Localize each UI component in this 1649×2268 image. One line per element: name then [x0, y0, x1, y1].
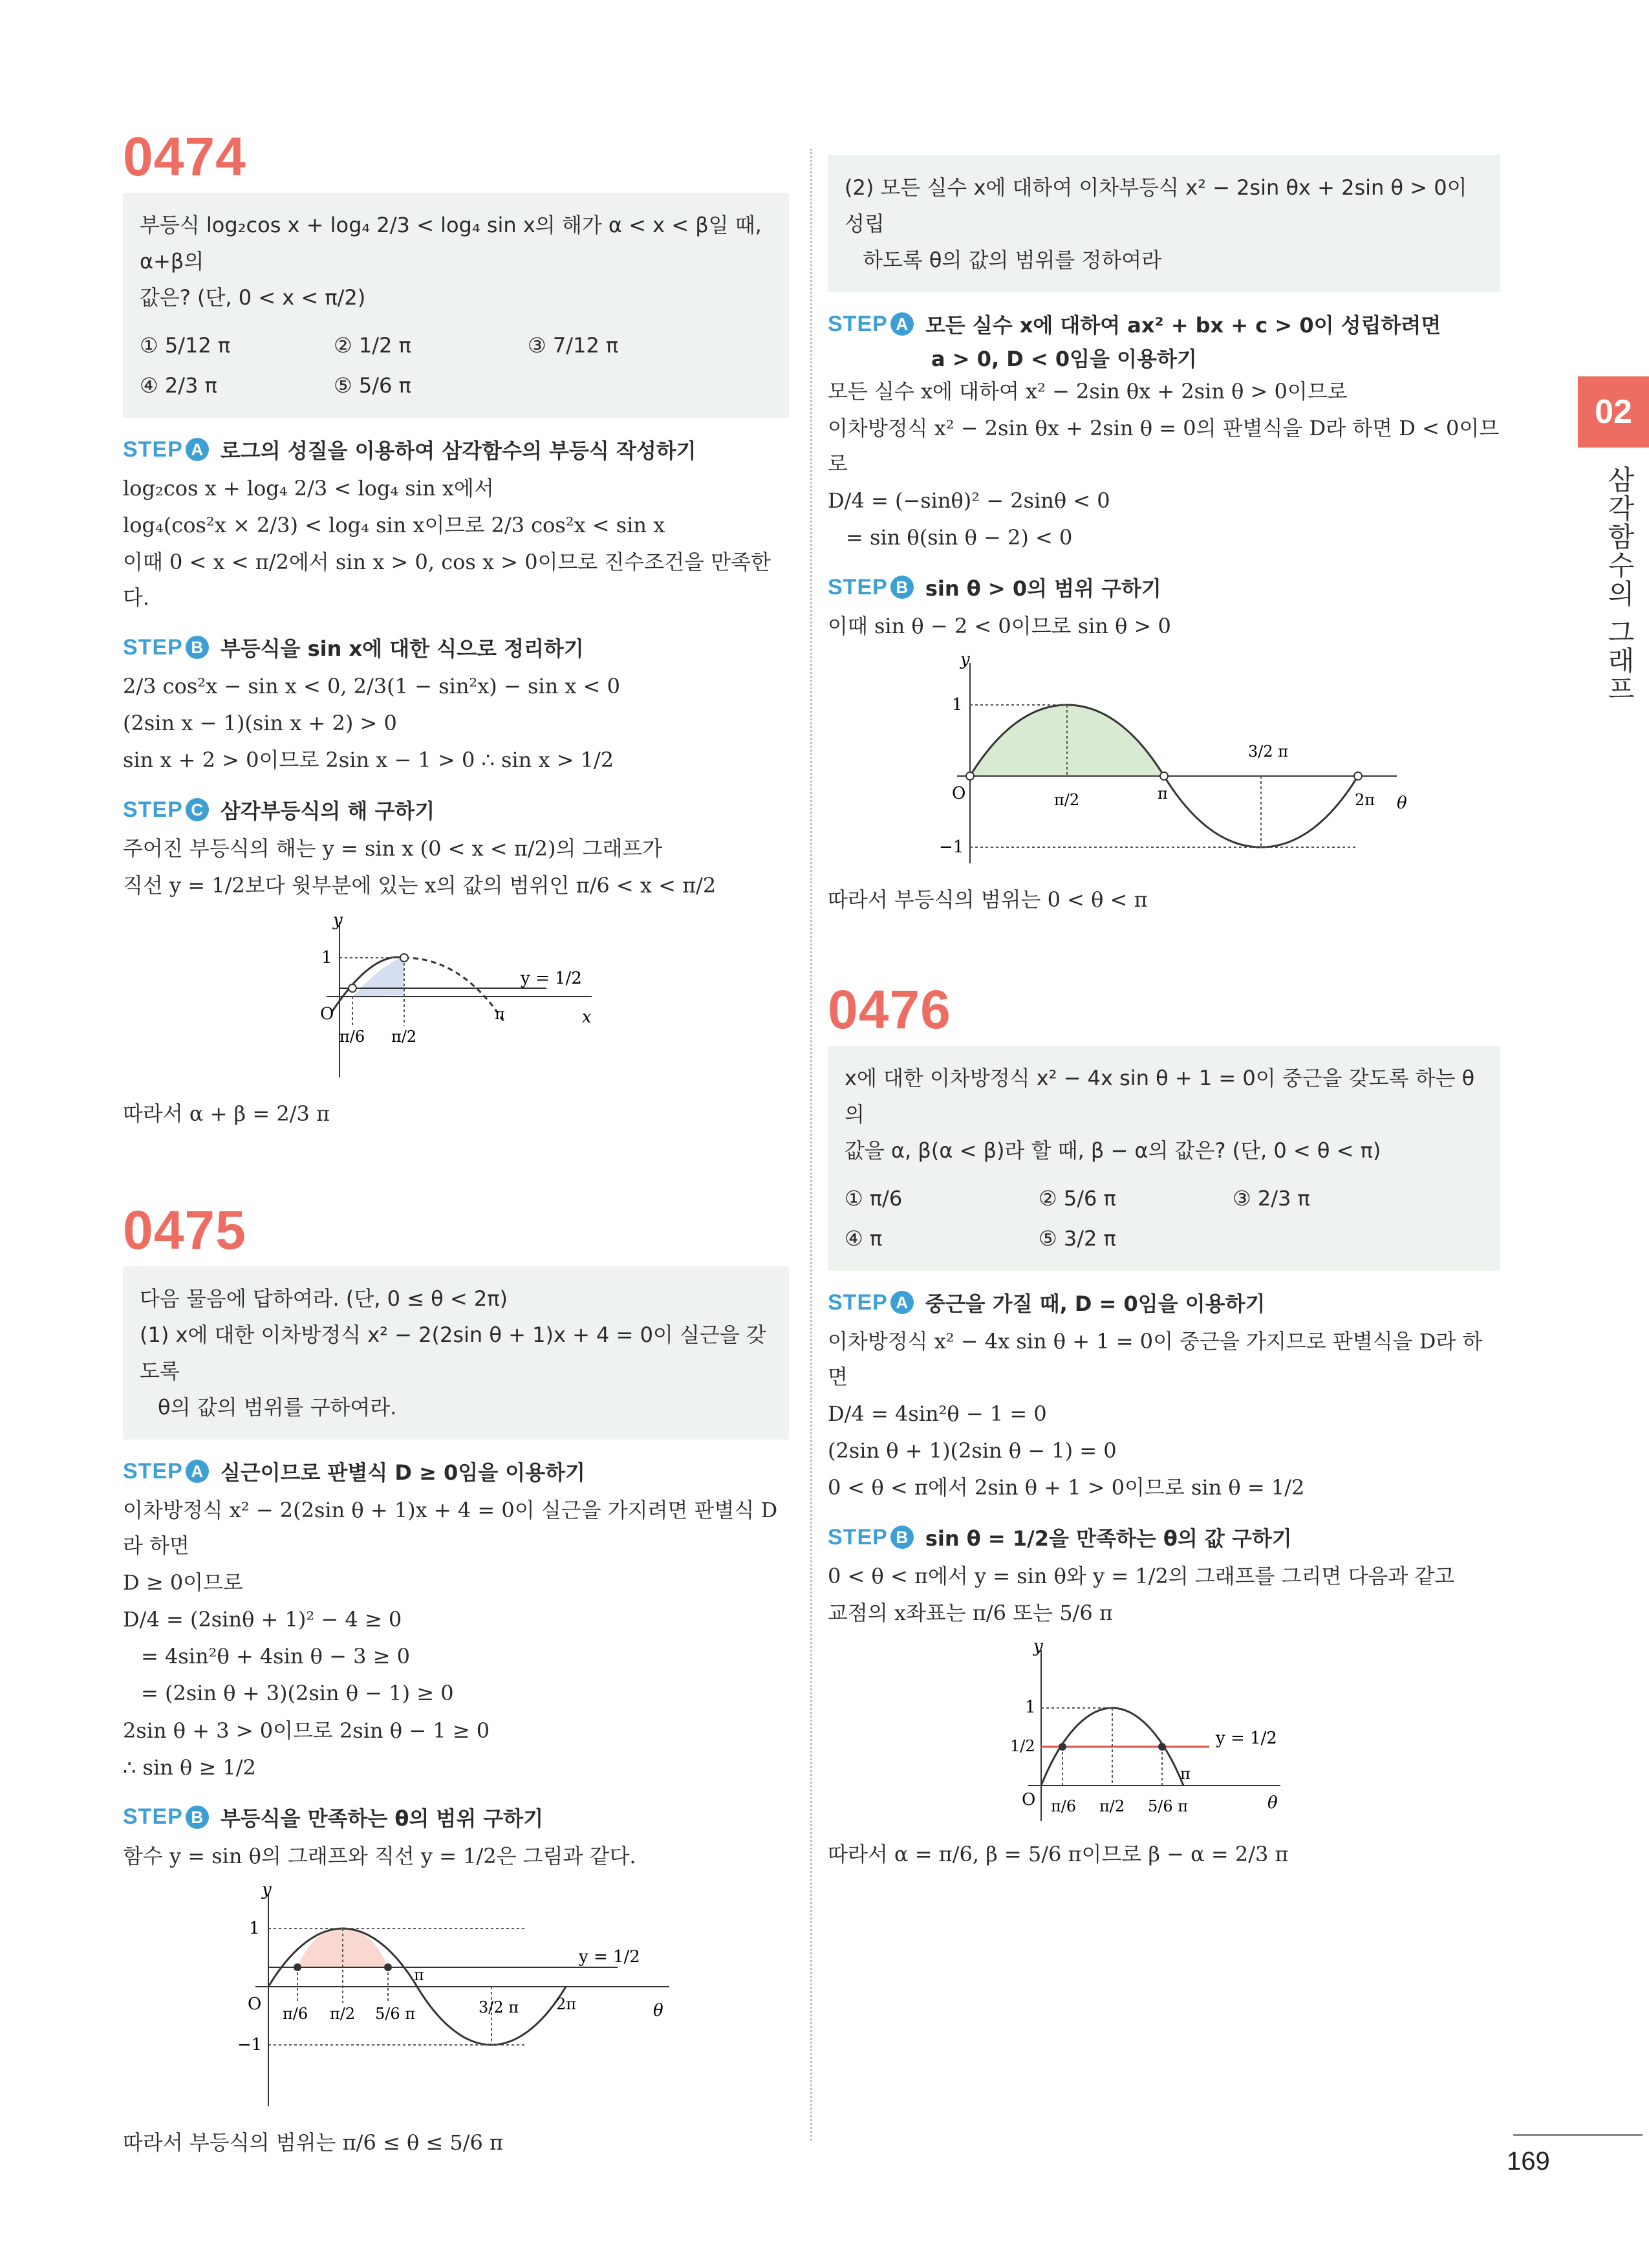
- question-line: 다음 물음에 답하여라. (단, 0 ≤ θ < 2π): [140, 1286, 508, 1312]
- solution-line: log₂cos x + log₄ 2/3 < log₄ sin x에서: [123, 476, 494, 501]
- graph-0476: [996, 1640, 1332, 1828]
- svg-text:π/2: π/2: [1099, 1797, 1125, 1816]
- solution-line: 직선 y = 1/2보다 윗부분에 있는 x의 값의 범위인 π/6 < x < π/2: [123, 873, 717, 898]
- solution-line: (2sin θ + 1)(2sin θ − 1) = 0: [828, 1438, 1117, 1463]
- question-line: 하도록 θ의 값의 범위를 정하여라: [863, 248, 1162, 272]
- solution-line: 2sin θ + 3 > 0이므로 2sin θ − 1 ≥ 0: [123, 1718, 490, 1743]
- problem-0475-part2: [828, 155, 1500, 918]
- question-line: x에 대한 이차방정식 x² − 4x sin θ + 1 = 0이 중근을 갖도록 하는 θ의: [845, 1066, 1475, 1127]
- svg-text:y: y: [960, 653, 970, 670]
- step-b: STEP B sin θ > 0의 범위 구하기: [828, 572, 1500, 602]
- problem-0475: [123, 1200, 789, 2160]
- svg-text:2π: 2π: [556, 1994, 577, 2013]
- solution-line: = 4sin²θ + 4sin θ − 3 ≥ 0: [141, 1644, 410, 1669]
- svg-text:y: y: [262, 1883, 272, 1899]
- solution-line: sin x + 2 > 0이므로 2sin x − 1 > 0 ∴ sin x > 1/2: [123, 748, 614, 773]
- step-label: 부등식을 만족하는 θ의 범위 구하기: [220, 1806, 544, 1831]
- question-line: θ의 값의 범위를 구하여라.: [158, 1395, 397, 1420]
- question-line: (1) x에 대한 이차방정식 x² − 2(2sin θ + 1)x + 4 = 0이 실근을 갖도록: [140, 1323, 766, 1384]
- right-column: [828, 129, 1500, 1874]
- svg-text:y: y: [333, 913, 343, 931]
- choice-2[interactable]: ② 1/2 π: [334, 333, 411, 358]
- question-box: [828, 1046, 1500, 1271]
- solution-line: 교점의 x좌표는 π/6 또는 5/6 π: [828, 1601, 1113, 1626]
- svg-text:π/2: π/2: [1054, 791, 1080, 810]
- svg-text:π: π: [1180, 1765, 1191, 1784]
- svg-text:1: 1: [1025, 1698, 1036, 1718]
- choice-4[interactable]: ④ 2/3 π: [140, 373, 217, 398]
- step-label: sin θ = 1/2을 만족하는 θ의 값 구하기: [925, 1526, 1292, 1551]
- solution-line: D ≥ 0이므로: [123, 1570, 243, 1595]
- question-box: [123, 193, 789, 418]
- solution-line: 이차방정식 x² − 4x sin θ + 1 = 0이 중근을 가지므로 판별식을 D라 하면: [828, 1329, 1483, 1390]
- svg-text:π/6: π/6: [283, 2004, 308, 2023]
- answer: 따라서 α + β = 2/3 π: [123, 1101, 330, 1127]
- svg-text:3/2 π: 3/2 π: [1248, 742, 1289, 761]
- answer: 따라서 α = π/6, β = 5/6 π이므로 β − α = 2/3 π: [828, 1842, 1289, 1867]
- solution-line: 이차방정식 x² − 2(2sin θ + 1)x + 4 = 0이 실근을 가지려면 판별식 D라 하면: [123, 1498, 778, 1559]
- problem-number: 0476: [828, 979, 951, 1041]
- chapter-tab[interactable]: 02: [1578, 376, 1649, 448]
- step-a: STEP A 실근이므로 판별식 D ≥ 0임을 이용하기: [123, 1456, 789, 1486]
- solution-line: 0 < θ < π에서 y = sin θ와 y = 1/2의 그래프를 그리면 다음과 같고: [828, 1564, 1455, 1589]
- question-line: (2) 모든 실수 x에 대하여 이차부등식 x² − 2sin θx + 2sin θ > 0이 성립: [845, 175, 1467, 236]
- step-a: STEP A 모든 실수 x에 대하여 ax² + bx + c > 0이 성립하려면: [828, 309, 1500, 339]
- solution-line: ∴ sin θ ≥ 1/2: [123, 1755, 256, 1780]
- choice-5[interactable]: ⑤ 5/6 π: [334, 373, 411, 398]
- svg-text:y = 1/2: y = 1/2: [1216, 1729, 1277, 1749]
- choice-2[interactable]: ② 5/6 π: [1039, 1186, 1116, 1211]
- step-label-continued: a > 0, D < 0임을 이용하기: [931, 347, 1197, 371]
- choice-4[interactable]: ④ π: [845, 1226, 883, 1251]
- solution-line: 이차방정식 x² − 2sin θx + 2sin θ = 0의 판별식을 D라 하면 D < 0이므로: [828, 416, 1500, 477]
- solution-line: = sin θ(sin θ − 2) < 0: [846, 525, 1073, 550]
- choice-1[interactable]: ① 5/12 π: [140, 333, 231, 358]
- solution-line: 모든 실수 x에 대하여 x² − 2sin θx + 2sin θ > 0이므로: [828, 379, 1348, 404]
- step-label: 실근이므로 판별식 D ≥ 0임을 이용하기: [220, 1460, 585, 1485]
- step-a: STEP A 로그의 성질을 이용하여 삼각함수의 부등식 작성하기: [123, 435, 789, 464]
- page-number-rule: [1513, 2134, 1643, 2136]
- svg-text:−1: −1: [237, 2035, 263, 2055]
- solution-line: 2/3 cos²x − sin x < 0, 2/3(1 − sin²x) − sin x < 0: [123, 674, 620, 699]
- svg-text:π/2: π/2: [330, 2004, 356, 2023]
- choice-1[interactable]: ① π/6: [845, 1186, 903, 1211]
- choices: [845, 1180, 1483, 1257]
- svg-text:x: x: [582, 1008, 592, 1028]
- svg-text:5/6 π: 5/6 π: [1148, 1797, 1189, 1816]
- svg-text:O: O: [952, 784, 966, 804]
- choice-3[interactable]: ③ 2/3 π: [1233, 1186, 1310, 1211]
- svg-text:y: y: [1033, 1640, 1043, 1657]
- solution-line: log₄(cos²x × 2/3) < log₄ sin x이므로 2/3 cos²x < sin x: [123, 513, 665, 538]
- graph-0475-1: [230, 1883, 682, 2116]
- solution-line: 이때 0 < x < π/2에서 sin x > 0, cos x > 0이므로 진수조건을 만족한다.: [123, 550, 771, 610]
- svg-text:π: π: [1158, 784, 1168, 803]
- solution-line: D/4 = (−sinθ)² − 2sinθ < 0: [828, 488, 1110, 513]
- answer: 따라서 부등식의 범위는 0 < θ < π: [828, 887, 1148, 913]
- chapter-title: 삼각함수의 그래프: [1604, 466, 1635, 704]
- svg-text:2π: 2π: [1355, 791, 1375, 810]
- column-divider: [810, 149, 812, 2141]
- svg-text:y = 1/2: y = 1/2: [579, 1947, 640, 1967]
- solution-line: 주어진 부등식의 해는 y = sin x (0 < x < π/2)의 그래프가: [123, 836, 663, 861]
- svg-text:5/6 π: 5/6 π: [375, 2004, 416, 2023]
- step-label: sin θ > 0의 범위 구하기: [925, 576, 1161, 601]
- svg-text:π/2: π/2: [391, 1028, 417, 1046]
- svg-text:1/2: 1/2: [1010, 1737, 1035, 1756]
- problem-0474: [123, 126, 789, 1132]
- step-label: 중근을 가질 때, D = 0임을 이용하기: [925, 1291, 1266, 1317]
- svg-text:θ: θ: [1267, 1793, 1278, 1813]
- svg-text:O: O: [320, 1004, 334, 1024]
- answer: 따라서 부등식의 범위는 π/6 ≤ θ ≤ 5/6 π: [123, 2130, 504, 2155]
- problem-number: 0474: [123, 126, 246, 187]
- question-line: 부등식 log₂cos x + log₄ 2/3 < log₄ sin x의 해가 α < x < β일 때, α+β의: [140, 213, 762, 274]
- step-b: STEP B sin θ = 1/2을 만족하는 θ의 값 구하기: [828, 1522, 1500, 1552]
- problem-number: 0475: [123, 1200, 246, 1261]
- svg-text:3/2 π: 3/2 π: [479, 1998, 519, 2016]
- svg-text:1: 1: [952, 695, 963, 715]
- solution-line: (2sin x − 1)(sin x + 2) > 0: [123, 711, 397, 736]
- svg-text:O: O: [1022, 1790, 1036, 1810]
- problem-0476: [828, 979, 1500, 1872]
- graph-0474: [307, 913, 605, 1087]
- step-b: STEP B 부등식을 sin x에 대한 식으로 정리하기: [123, 632, 789, 662]
- solution-line: = (2sin θ + 3)(2sin θ − 1) ≥ 0: [141, 1681, 454, 1706]
- solution-line: 이때 sin θ − 2 < 0이므로 sin θ > 0: [828, 614, 1171, 639]
- svg-text:1: 1: [249, 1918, 260, 1938]
- solution-line: 0 < θ < π에서 2sin θ + 1 > 0이므로 sin θ = 1/2: [828, 1475, 1305, 1500]
- step-label: 로그의 성질을 이용하여 삼각함수의 부등식 작성하기: [220, 438, 696, 463]
- solution-line: D/4 = 4sin²θ − 1 = 0: [828, 1401, 1047, 1427]
- choice-5[interactable]: ⑤ 3/2 π: [1039, 1226, 1116, 1251]
- sine-curve-dashed: [404, 958, 504, 1022]
- svg-text:O: O: [248, 1994, 262, 2014]
- step-label: 삼각부등식의 해 구하기: [220, 799, 435, 824]
- page-number: 169: [1507, 2147, 1550, 2176]
- svg-text:1: 1: [321, 948, 332, 968]
- step-a: STEP A 중근을 가질 때, D = 0임을 이용하기: [828, 1288, 1500, 1317]
- step-c: STEP C 삼각부등식의 해 구하기: [123, 795, 789, 825]
- choices: [140, 327, 772, 404]
- svg-text:−1: −1: [939, 837, 964, 858]
- svg-text:y = 1/2: y = 1/2: [521, 969, 582, 989]
- svg-text:θ: θ: [653, 2000, 663, 2020]
- left-column: [123, 126, 789, 2162]
- svg-text:π/6: π/6: [339, 1028, 365, 1046]
- question-box: [123, 1266, 789, 1440]
- solution-line: D/4 = (2sinθ + 1)² − 4 ≥ 0: [123, 1607, 402, 1632]
- step-b: STEP B 부등식을 만족하는 θ의 범위 구하기: [123, 1802, 789, 1832]
- step-label: 모든 실수 x에 대하여 ax² + bx + c > 0이 성립하려면: [925, 313, 1441, 338]
- svg-text:π/6: π/6: [1051, 1797, 1077, 1816]
- svg-text:π: π: [495, 1005, 505, 1024]
- svg-text:θ: θ: [1397, 794, 1407, 814]
- graph-0475-2: [905, 653, 1423, 873]
- question-line: 값을 α, β(α < β)라 할 때, β − α의 값은? (단, 0 < θ < π): [845, 1138, 1381, 1163]
- svg-text:π: π: [414, 1965, 424, 1984]
- question-line: 값은? (단, 0 < x < π/2): [140, 285, 366, 310]
- step-label: 부등식을 sin x에 대한 식으로 정리하기: [220, 636, 584, 662]
- solution-line: 함수 y = sin θ의 그래프와 직선 y = 1/2은 그림과 같다.: [123, 1843, 636, 1868]
- question-box: [828, 155, 1500, 292]
- choice-3[interactable]: ③ 7/12 π: [528, 333, 619, 358]
